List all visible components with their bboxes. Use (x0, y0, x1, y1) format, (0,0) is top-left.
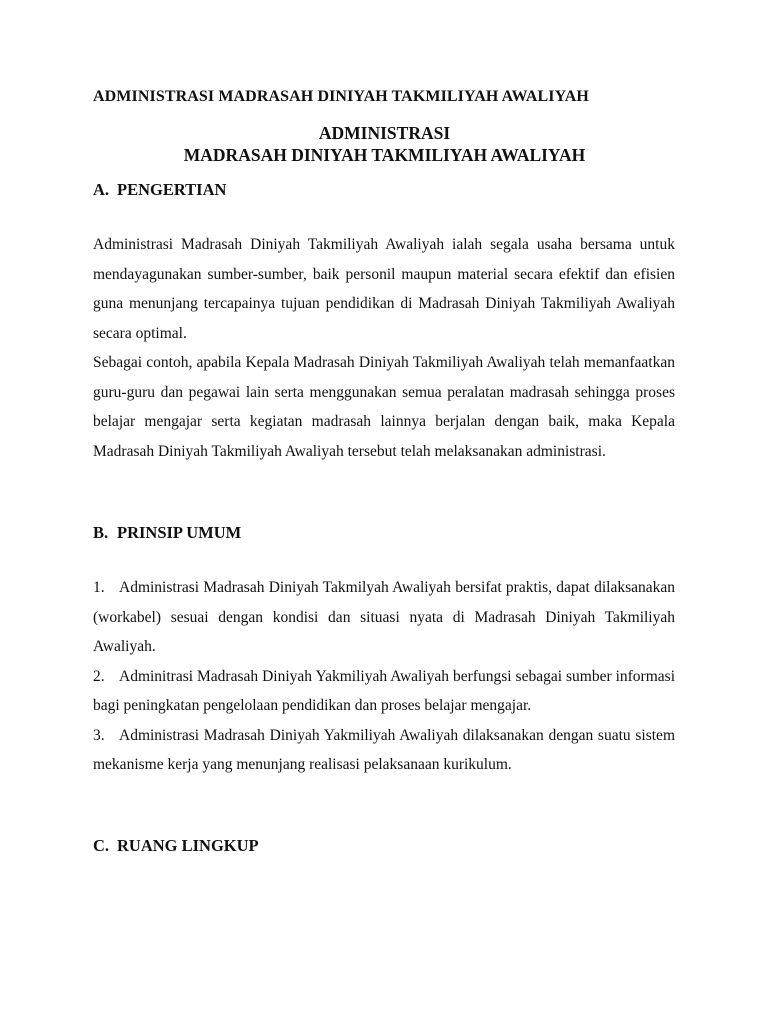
centered-title-line-2: MADRASAH DINIYAH TAKMILIYAH AWALIYAH (183, 145, 586, 165)
section-c-heading (93, 836, 259, 856)
list-item-text: Adminitrasi Madrasah Diniyah Yakmiliyah Awaliyah berfungsi sebagai sumber informasi bagi peningkatan pengelolaan pendidikan dan proses belajar mengajar. (93, 667, 675, 714)
section-a-heading (93, 180, 226, 200)
list-item (93, 721, 675, 780)
list-item-number: 1. (93, 579, 105, 596)
section-c-title: RUANG LINGKUP (117, 836, 259, 855)
section-b-title: PRINSIP UMUM (117, 523, 242, 542)
list-item (93, 573, 675, 662)
list-item-number: 3. (93, 726, 105, 744)
section-b-list (93, 573, 675, 780)
list-item-text: Administrasi Madrasah Diniyah Yakmiliyah Awaliyah dilaksanakan dengan suatu sistem mekanisme kerja yang menunjang realisasi pelaksanaan kurikulum. (93, 726, 675, 773)
section-a-title: PENGERTIAN (117, 180, 227, 199)
list-item-number: 2. (93, 667, 105, 685)
section-a-paragraph-2: Sebagai contoh, apabila Kepala Madrasah Diniyah Takmiliyah Awaliyah telah memanfaatkan guru-guru dan pegawai lain serta menggunakan semua peralatan madrasah sehingga proses belajar mengajar serta kegiatan madrasah lainnya berjalan dengan baik, maka Kepala Madrasah Diniyah Takmiliyah Awaliyah tersebut telah melaksanakan administrasi. (93, 354, 675, 460)
list-item (93, 662, 675, 721)
section-c-letter: C. (93, 836, 110, 855)
section-b-letter: B. (93, 523, 109, 542)
section-a-letter: A. (93, 180, 110, 199)
section-a-body (93, 230, 675, 466)
centered-title-line-1: ADMINISTRASI (318, 123, 451, 143)
section-a-paragraph-1: Administrasi Madrasah Diniyah Takmiliyah Awaliyah ialah segala usaha bersama untuk mendayagunakan sumber-sumber, baik personil maupun material secara efektif dan efisien guna menunjang tercapainya tujuan pendidikan di Madrasah Diniyah Takmiliyah Awaliyah secara optimal. (93, 236, 675, 342)
document-title: ADMINISTRASI MADRASAH DINIYAH TAKMILIYAH AWALIYAH (93, 88, 589, 105)
section-b-heading (93, 523, 241, 543)
list-item-text: Administrasi Madrasah Diniyah Takmilyah Awaliyah bersifat praktis, dapat dilaksanakan (workabel) sesuai dengan kondisi dan situasi nyata di Madrasah Diniyah Takmiliyah Awaliyah. (93, 579, 675, 655)
